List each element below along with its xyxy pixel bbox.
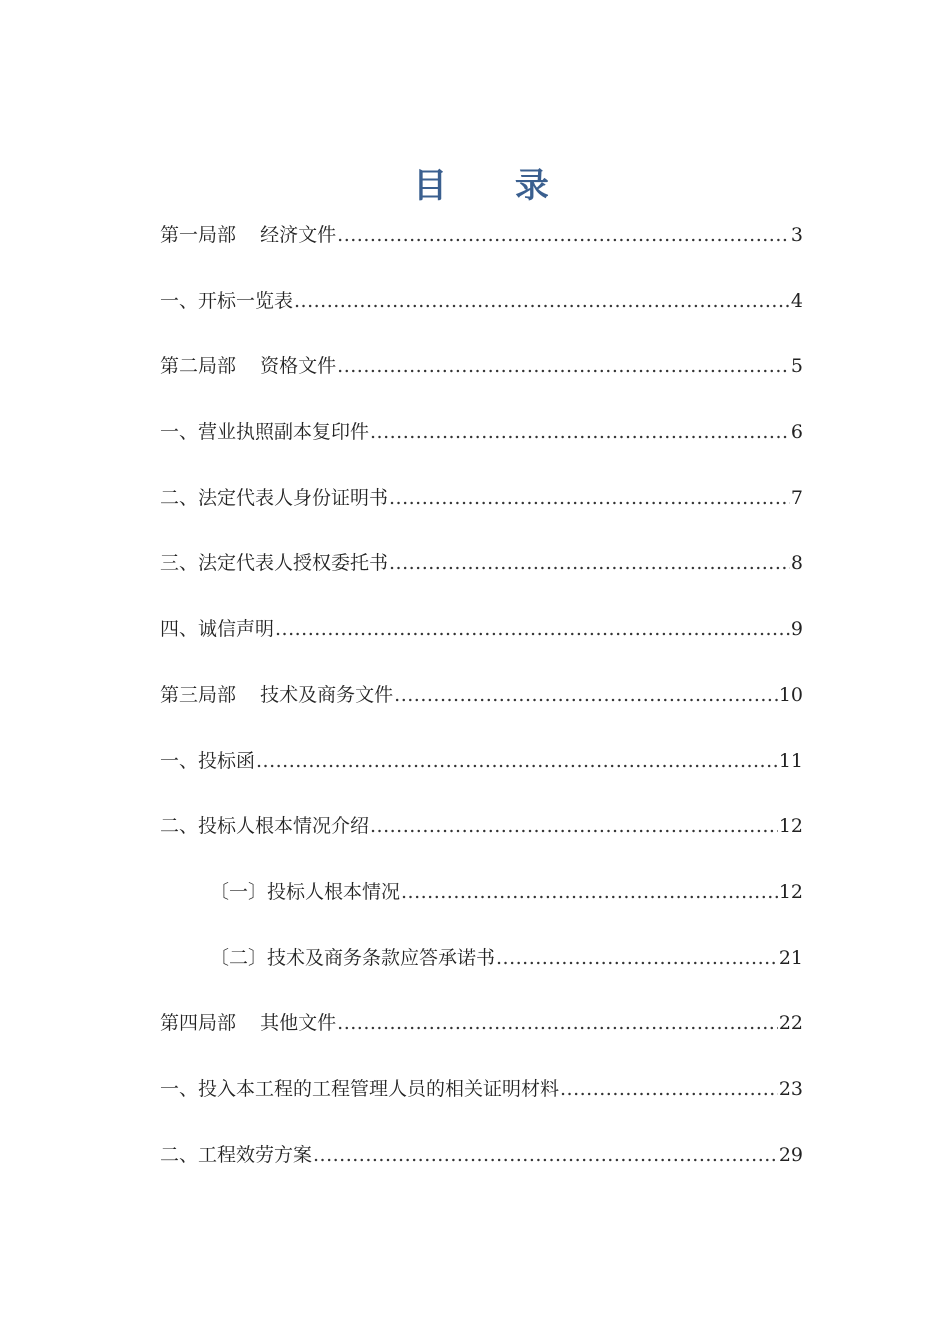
toc-entry-label: 一、投入本工程的工程管理人员的相关证明材料 xyxy=(160,1072,559,1106)
toc-page-number: 7 xyxy=(791,481,803,515)
toc-entry-label: 一、营业执照副本复印件 xyxy=(160,415,369,449)
toc-entry-label: 二、法定代表人身份证明书 xyxy=(160,481,388,515)
toc-leader-dots xyxy=(370,809,778,843)
toc-page-number: 4 xyxy=(791,284,803,318)
toc-leader-dots xyxy=(394,678,778,712)
toc-page-number: 9 xyxy=(791,612,803,646)
toc-entry[interactable] xyxy=(160,481,803,547)
toc-leader-dots xyxy=(370,415,790,449)
toc-page-number: 5 xyxy=(791,349,803,383)
toc-entry-label: 二、工程效劳方案 xyxy=(160,1138,312,1172)
toc-entry-label: 第四局部 其他文件 xyxy=(160,1006,336,1040)
toc-leader-dots xyxy=(389,481,790,515)
toc-page-number: 10 xyxy=(779,678,803,712)
toc-entry[interactable] xyxy=(160,678,803,744)
toc-entry[interactable] xyxy=(160,1072,803,1138)
toc-entry-label: 三、法定代表人授权委托书 xyxy=(160,546,388,580)
table-of-contents xyxy=(160,218,803,1203)
toc-entry-label: 〔二〕技术及商务条款应答承诺书 xyxy=(210,941,495,975)
toc-page-number: 21 xyxy=(779,941,803,975)
toc-entry[interactable] xyxy=(160,218,803,284)
toc-page-number: 12 xyxy=(779,875,803,909)
toc-leader-dots xyxy=(256,744,778,778)
toc-entry[interactable] xyxy=(160,1138,803,1204)
toc-entry[interactable] xyxy=(160,349,803,415)
toc-leader-dots xyxy=(337,349,790,383)
toc-leader-dots xyxy=(389,546,790,580)
toc-page-number: 11 xyxy=(779,744,803,778)
toc-entry-label: 〔一〕投标人根本情况 xyxy=(210,875,400,909)
toc-entry-label: 第二局部 资格文件 xyxy=(160,349,336,383)
toc-leader-dots xyxy=(401,875,778,909)
toc-page-number: 6 xyxy=(791,415,803,449)
toc-entry[interactable] xyxy=(160,415,803,481)
toc-entry-label: 四、诚信声明 xyxy=(160,612,274,646)
toc-entry-label: 第三局部 技术及商务文件 xyxy=(160,678,393,712)
toc-subentry[interactable] xyxy=(160,875,803,941)
toc-page-number: 23 xyxy=(779,1072,803,1106)
toc-entry-label: 二、投标人根本情况介绍 xyxy=(160,809,369,843)
toc-leader-dots xyxy=(337,1006,778,1040)
toc-leader-dots xyxy=(496,941,778,975)
toc-entry[interactable] xyxy=(160,809,803,875)
toc-entry[interactable] xyxy=(160,284,803,350)
toc-page-number: 29 xyxy=(779,1138,803,1172)
toc-entry[interactable] xyxy=(160,1006,803,1072)
toc-entry-label: 一、开标一览表 xyxy=(160,284,293,318)
toc-page-number: 3 xyxy=(791,218,803,252)
toc-page-number: 22 xyxy=(779,1006,803,1040)
toc-entry[interactable] xyxy=(160,612,803,678)
toc-subentry[interactable] xyxy=(160,941,803,1007)
toc-entry-label: 一、投标函 xyxy=(160,744,255,778)
toc-page-number: 8 xyxy=(791,546,803,580)
toc-entry[interactable] xyxy=(160,744,803,810)
toc-leader-dots xyxy=(337,218,790,252)
toc-leader-dots xyxy=(275,612,790,646)
toc-entry[interactable] xyxy=(160,546,803,612)
toc-leader-dots xyxy=(560,1072,778,1106)
toc-leader-dots xyxy=(313,1138,778,1172)
toc-leader-dots xyxy=(294,284,790,318)
toc-page-number: 12 xyxy=(779,809,803,843)
page-title: 目 录 xyxy=(413,166,577,206)
toc-entry-label: 第一局部 经济文件 xyxy=(160,218,336,252)
